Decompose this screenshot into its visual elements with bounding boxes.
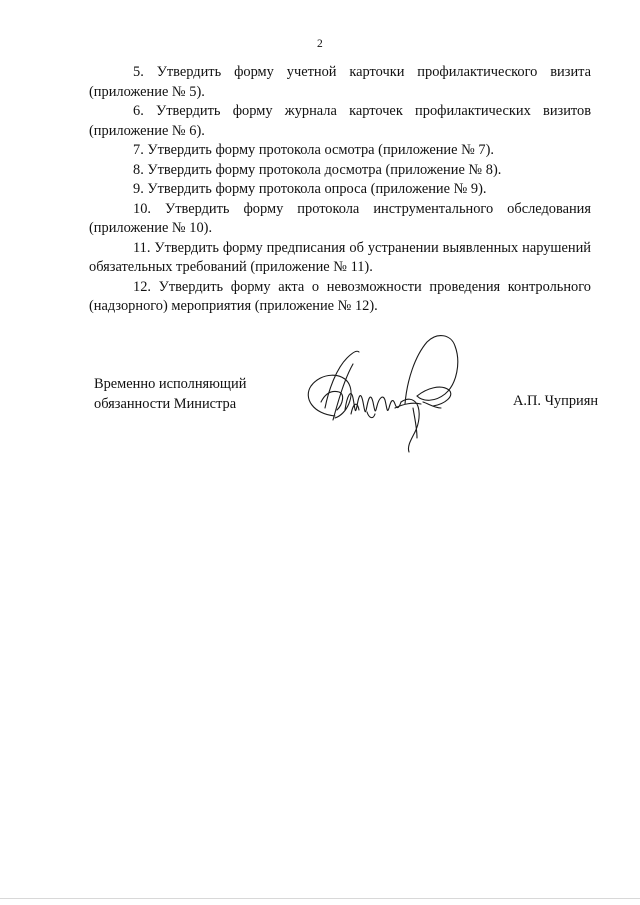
handwritten-signature: [295, 328, 475, 453]
order-item-7: 7. Утвердить форму протокола осмотра (приложение № 7).: [133, 142, 495, 158]
bottom-scan-edge: [0, 898, 640, 899]
order-item-12: 12. Утвердить форму акта о невозможности проведения контрольного (надзорного) мероприятия (приложение № 12).: [89, 278, 591, 314]
signatory-title: [94, 375, 246, 414]
order-item-11: 11. Утвердить форму предписания об устранении выявленных нарушений обязательных требований (приложение № 11).: [89, 239, 591, 275]
order-items: [89, 63, 591, 317]
order-item-10: 10. Утвердить форму протокола инструментального обследования (приложение № 10).: [89, 200, 591, 236]
order-item-5: 5. Утвердить форму учетной карточки профилактического визита (приложение № 5).: [89, 64, 591, 100]
signatory-name: А.П. Чуприян: [513, 393, 599, 409]
page-number: 2: [317, 38, 323, 50]
signatory-title-line-2: обязанности Министра: [94, 395, 237, 412]
order-item-9: 9. Утвердить форму протокола опроса (приложение № 9).: [133, 181, 487, 197]
order-item-6: 6. Утвердить форму журнала карточек профилактических визитов (приложение № 6).: [89, 103, 591, 139]
signatory-title-line-1: Временно исполняющий: [94, 376, 247, 392]
order-item-8: 8. Утвердить форму протокола досмотра (приложение № 8).: [133, 161, 502, 178]
